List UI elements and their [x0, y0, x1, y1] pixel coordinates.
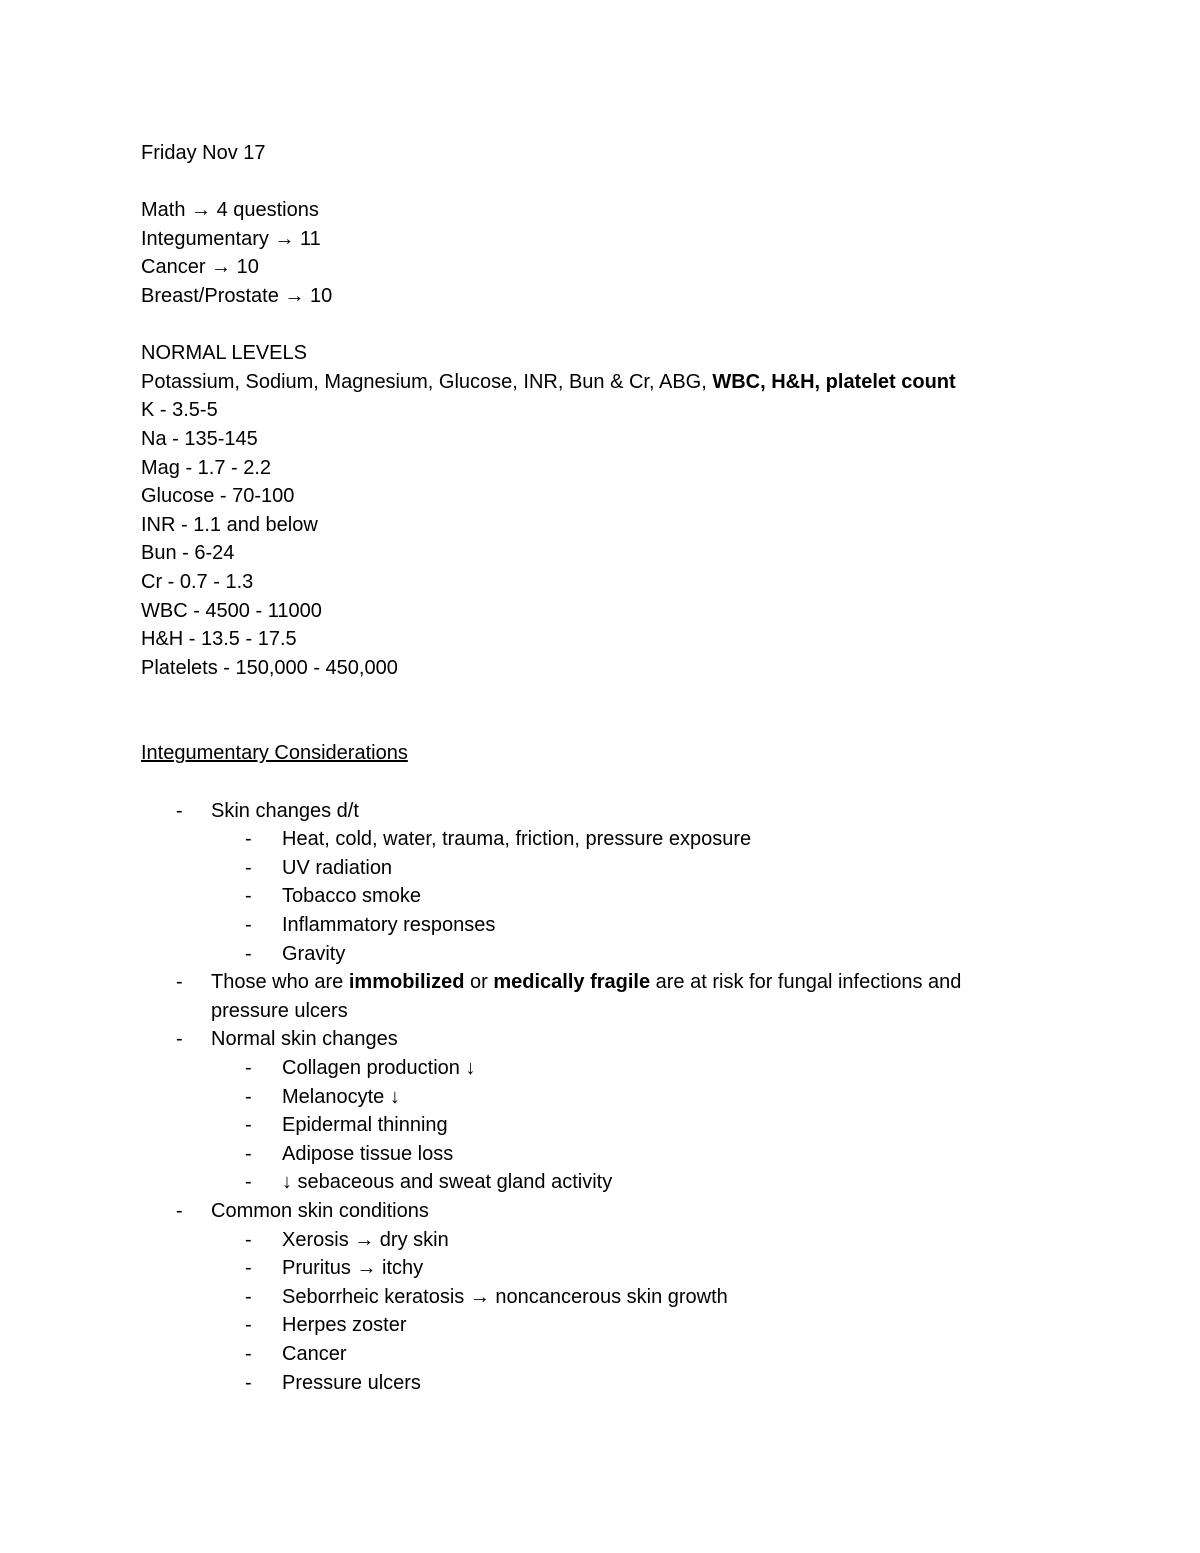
bullet-dash: - [245, 1114, 252, 1137]
bullet-dash: - [245, 942, 252, 965]
list-item-text: Heat, cold, water, trauma, friction, pressure exposure [282, 828, 752, 851]
list-item-normal-skin-changes [141, 1025, 1141, 1197]
level-cr: Cr - 0.7 - 1.3 [141, 570, 254, 593]
list-item-text: Melanocyte ↓ [282, 1085, 400, 1108]
list-item-risk [141, 968, 1141, 1025]
risk-text-bold-medically-fragile: medically fragile [493, 971, 651, 994]
bullet-dash: - [245, 1285, 252, 1308]
list-item-text: Pressure ulcers [282, 1371, 421, 1394]
normal-changes-sublist [211, 1054, 1141, 1197]
bullet-dash: - [245, 828, 252, 851]
integumentary-list [141, 797, 1141, 1397]
level-platelets: Platelets - 150,000 - 450,000 [141, 656, 398, 679]
list-item-text: Herpes zoster [282, 1314, 407, 1337]
risk-text-part: Those who are [211, 971, 349, 994]
list-item-text: Common skin conditions [211, 1199, 429, 1222]
common-conditions-sublist [211, 1226, 1141, 1398]
list-item [211, 854, 1141, 883]
risk-text-bold-immobilized: immobilized [348, 971, 465, 994]
list-item [211, 1283, 1141, 1312]
level-wbc: WBC - 4500 - 11000 [141, 599, 322, 622]
list-item [211, 1168, 1141, 1197]
bullet-dash: - [245, 885, 252, 908]
level-inr: INR - 1.1 and below [141, 513, 318, 536]
list-item [211, 1083, 1141, 1112]
integumentary-heading: Integumentary Considerations [141, 742, 408, 765]
bullet-dash: - [245, 1314, 252, 1337]
bullet-dash: - [245, 1057, 252, 1079]
level-glucose: Glucose - 70-100 [141, 485, 295, 508]
bullet-dash: - [245, 1142, 252, 1165]
list-item [211, 940, 1141, 969]
bullet-dash: - [176, 799, 183, 822]
date-line: Friday Nov 17 [141, 142, 266, 164]
normal-levels-list [141, 368, 1141, 397]
normal-levels-list-bold: WBC, H&H, platelet count [712, 370, 956, 393]
spacer [141, 311, 1141, 340]
list-item-text: Normal skin changes [211, 1028, 398, 1051]
bullet-dash: - [245, 1085, 252, 1108]
normal-levels-heading: NORMAL LEVELS [141, 342, 307, 365]
list-item-text: Seborrheic keratosis → noncancerous skin growth [282, 1285, 728, 1308]
bullet-dash: - [176, 971, 183, 994]
exam-count-integumentary: Integumentary → 11 [141, 227, 321, 250]
list-item-text: Tobacco smoke [282, 885, 421, 908]
list-item-text: Xerosis → dry skin [282, 1228, 449, 1251]
list-item [211, 825, 1141, 854]
risk-text-part: are at risk for fungal infections and pressure ulcers [211, 971, 962, 1022]
risk-text-part: or [464, 971, 494, 994]
level-bun: Bun - 6-24 [141, 542, 235, 565]
list-item-text: Skin changes d/t [211, 799, 359, 822]
list-item [211, 1111, 1141, 1140]
spacer [141, 168, 1141, 197]
level-hh: H&H - 13.5 - 17.5 [141, 628, 297, 651]
list-item [211, 1054, 1141, 1083]
list-item-text: Collagen production ↓ [282, 1057, 476, 1079]
document-page [141, 139, 1141, 1397]
bullet-dash: - [176, 1028, 183, 1051]
list-item-text: Pruritus → itchy [282, 1257, 424, 1280]
exam-count-cancer: Cancer → 10 [141, 256, 259, 279]
list-item [211, 911, 1141, 940]
list-item-text: ↓ sebaceous and sweat gland activity [282, 1171, 613, 1194]
bullet-dash: - [176, 1199, 183, 1222]
bullet-dash: - [245, 1257, 252, 1280]
bullet-dash: - [245, 914, 252, 937]
list-item-text: UV radiation [282, 856, 393, 879]
bullet-dash: - [245, 1371, 252, 1394]
list-item-text: Inflammatory responses [282, 914, 496, 937]
bullet-dash: - [245, 1342, 252, 1365]
list-item-text: Adipose tissue loss [282, 1142, 454, 1165]
list-item-text: Epidermal thinning [282, 1114, 448, 1137]
list-item-common-skin-conditions [141, 1197, 1141, 1397]
list-item [211, 1340, 1141, 1369]
exam-count-math: Math → 4 questions [141, 199, 319, 222]
list-item [211, 882, 1141, 911]
normal-levels-list-plain: Potassium, Sodium, Magnesium, Glucose, INR, Bun & Cr, ABG, [141, 370, 713, 393]
level-potassium: K - 3.5-5 [141, 399, 218, 422]
bullet-dash: - [245, 856, 252, 879]
list-item [211, 1140, 1141, 1169]
level-sodium: Na - 135-145 [141, 427, 258, 450]
level-magnesium: Mag - 1.7 - 2.2 [141, 456, 272, 479]
bullet-dash: - [245, 1228, 252, 1251]
risk-text [211, 968, 1041, 1025]
exam-count-breast-prostate: Breast/Prostate → 10 [141, 284, 333, 307]
list-item-skin-changes [141, 797, 1141, 969]
spacer [141, 768, 1141, 797]
bullet-dash: - [245, 1171, 252, 1194]
list-item [211, 1226, 1141, 1255]
spacer [141, 682, 1141, 739]
list-item [211, 1254, 1141, 1283]
list-item [211, 1369, 1141, 1398]
list-item-text: Gravity [282, 942, 346, 965]
skin-changes-sublist [211, 825, 1141, 968]
list-item [211, 1311, 1141, 1340]
list-item-text: Cancer [282, 1342, 347, 1365]
